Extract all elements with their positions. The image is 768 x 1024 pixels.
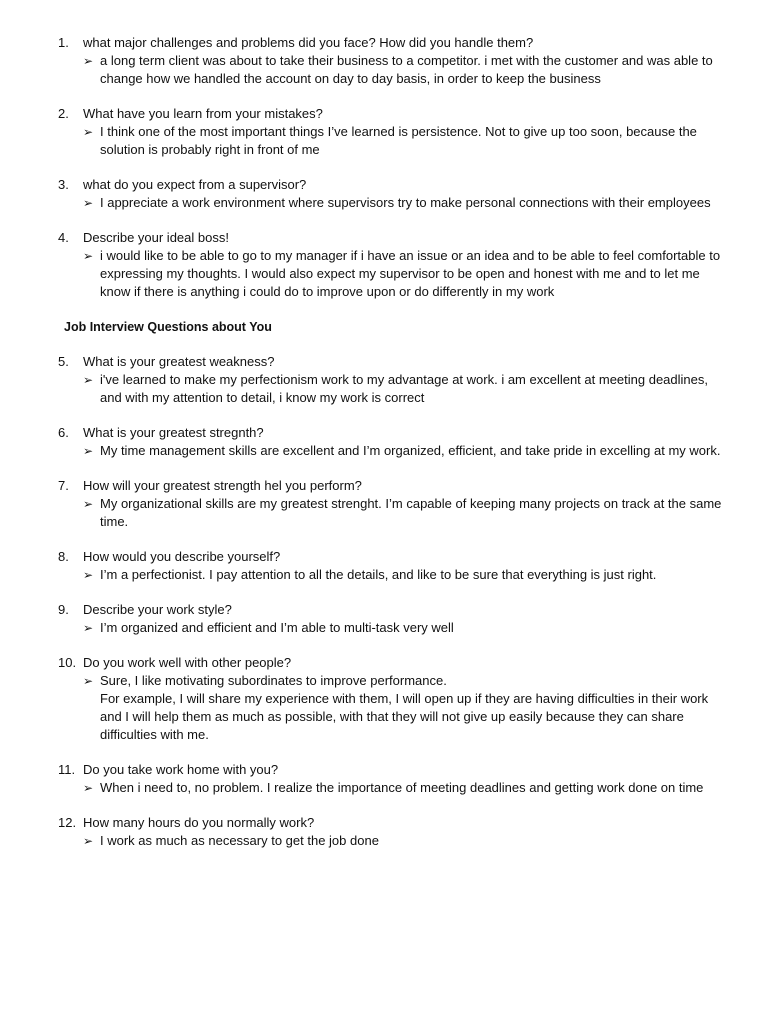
question-number: 3. <box>58 177 69 192</box>
answer-text: I appreciate a work environment where supervisors try to make personal connections with their employees <box>100 195 711 210</box>
answer-text: I work as much as necessary to get the job done <box>100 833 379 848</box>
answer-text: My time management skills are excellent and I’m organized, efficient, and take pride in excelling at my work. <box>100 443 721 458</box>
answer-text: I think one of the most important things I’ve learned is persistence. Not to give up too soon, because the solution is probably right in front of me <box>100 124 697 157</box>
question-number: 12. <box>58 815 77 830</box>
arrow-bullet-icon: ➢ <box>83 834 94 848</box>
arrow-bullet-icon: ➢ <box>83 125 94 139</box>
qa-item-11 <box>58 761 728 797</box>
question-text: What is your greatest weakness? <box>83 354 275 369</box>
qa-item-10 <box>58 654 728 744</box>
arrow-bullet-icon: ➢ <box>83 444 94 458</box>
arrow-bullet-icon: ➢ <box>83 373 94 387</box>
question-text: Do you work well with other people? <box>83 655 292 670</box>
arrow-bullet-icon: ➢ <box>83 196 94 210</box>
answer-text: a long term client was about to take their business to a competitor. i met with the customer and was able to change how we handled the account on day to day basis, in order to keep the business <box>100 53 713 86</box>
qa-item-7 <box>58 477 728 531</box>
qa-item-4 <box>58 229 728 301</box>
question-text: How will your greatest strength hel you perform? <box>83 478 362 493</box>
qa-item-1 <box>58 34 728 88</box>
qa-item-12 <box>58 814 728 850</box>
question-list-part2 <box>58 353 728 850</box>
arrow-bullet-icon: ➢ <box>83 54 94 68</box>
answer-text: Sure, I like motivating subordinates to improve performance. For example, I will share my experience with them, I will open up if they are having difficulties in their work and I will help them as much as possible, with that they will not give up easily because they can share difficulties with me. <box>100 673 709 742</box>
arrow-bullet-icon: ➢ <box>83 621 94 635</box>
answer-text: i would like to be able to go to my manager if i have an issue or an idea and to be able to feel comfortable to expressing my thoughts. I would also expect my supervisor to be open and honest with me and to let me know if there is anything i could do to improve upon or do differently in my work <box>100 248 721 299</box>
question-text: How many hours do you normally work? <box>83 815 315 830</box>
question-number: 5. <box>58 354 69 369</box>
arrow-bullet-icon: ➢ <box>83 249 94 263</box>
qa-item-9 <box>58 601 728 637</box>
question-number: 10. <box>58 655 77 670</box>
question-text: Do you take work home with you? <box>83 762 279 777</box>
question-text: what major challenges and problems did you face? How did you handle them? <box>83 35 534 50</box>
arrow-bullet-icon: ➢ <box>83 674 94 688</box>
arrow-bullet-icon: ➢ <box>83 568 94 582</box>
qa-item-3 <box>58 176 728 212</box>
arrow-bullet-icon: ➢ <box>83 497 94 511</box>
question-number: 2. <box>58 106 69 121</box>
question-list-part1 <box>58 34 728 301</box>
answer-text: My organizational skills are my greatest strenght. I’m capable of keeping many projects on track at the same time. <box>100 496 722 529</box>
question-text: Describe your work style? <box>83 602 232 617</box>
question-text: What have you learn from your mistakes? <box>83 106 323 121</box>
question-number: 1. <box>58 35 69 50</box>
qa-item-5 <box>58 353 728 407</box>
question-text: Describe your ideal boss! <box>83 230 229 245</box>
answer-text: I’m a perfectionist. I pay attention to all the details, and like to be sure that everything is just right. <box>100 567 657 582</box>
question-text: what do you expect from a supervisor? <box>83 177 307 192</box>
section-heading: Job Interview Questions about You <box>64 320 272 334</box>
question-text: What is your greatest stregnth? <box>83 425 264 440</box>
question-number: 11. <box>58 762 76 777</box>
question-number: 9. <box>58 602 69 617</box>
qa-item-6 <box>58 424 728 460</box>
answer-text: i've learned to make my perfectionism work to my advantage at work. i am excellent at meeting deadlines, and with my attention to detail, i know my work is correct <box>100 372 708 405</box>
question-number: 4. <box>58 230 69 245</box>
qa-item-8 <box>58 548 728 584</box>
question-number: 7. <box>58 478 69 493</box>
qa-item-2 <box>58 105 728 159</box>
answer-text: I’m organized and efficient and I’m able to multi-task very well <box>100 620 454 635</box>
question-number: 8. <box>58 549 69 564</box>
arrow-bullet-icon: ➢ <box>83 781 94 795</box>
question-text: How would you describe yourself? <box>83 549 281 564</box>
answer-text: When i need to, no problem. I realize the importance of meeting deadlines and getting work done on time <box>100 780 704 795</box>
question-number: 6. <box>58 425 69 440</box>
